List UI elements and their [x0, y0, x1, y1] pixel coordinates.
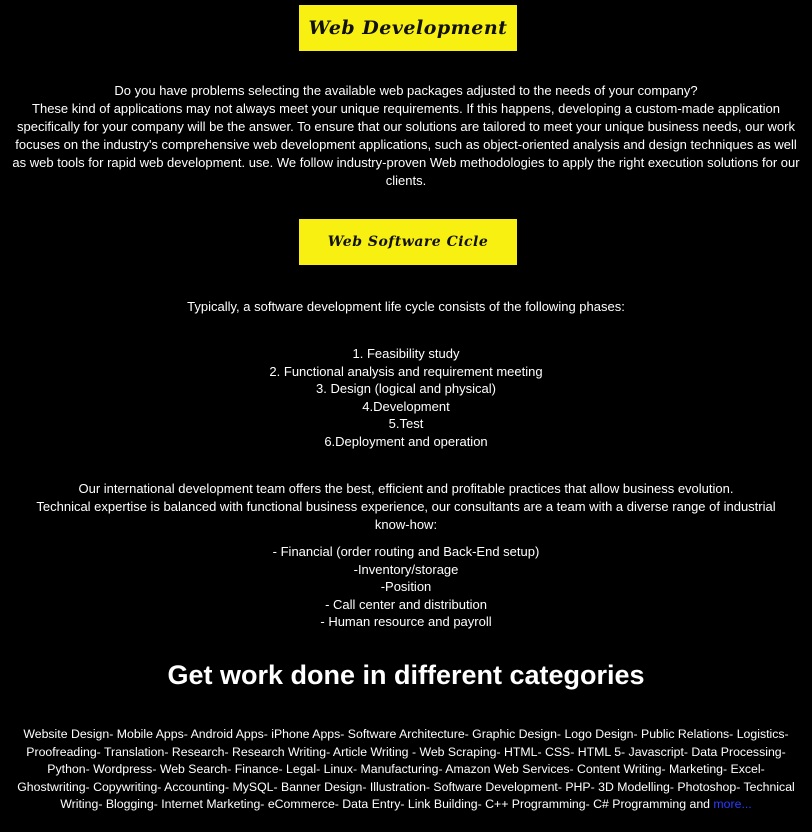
web-software-cicle-banner — [298, 218, 518, 266]
more-link[interactable]: more... — [713, 797, 752, 811]
list-item: - Call center and distribution — [325, 596, 487, 612]
list-item: 4.Development — [362, 398, 450, 414]
categories-heading: Get work done in different categories — [167, 660, 645, 690]
web-software-cicle-title: Web Software Cicle — [327, 234, 489, 250]
intro-line-1: Do you have problems selecting the available web packages adjusted to the needs of your company? — [114, 83, 698, 98]
phase-list — [0, 345, 812, 450]
team-line-2: Technical expertise is balanced with functional business experience, our consultants are a team with a diverse range of industrial know-how: — [36, 499, 776, 532]
team-paragraph — [0, 480, 812, 534]
team-line-1: Our international development team offers the best, efficient and profitable practices that allow business evolution. — [78, 481, 734, 496]
expertise-list — [0, 543, 812, 631]
list-item: 6.Deployment and operation — [324, 433, 488, 449]
categories-list — [0, 726, 812, 814]
list-item: 2. Functional analysis and requirement meeting — [269, 363, 543, 379]
intro-line-2: These kind of applications may not always meet your unique requirements. If this happens, developing a custom-made application specifically for your company will be the answer. To ensure that our solutions are tailored to meet your unique business needs, our work focuses on the industry's comprehensive web development applications, such as object-oriented analysis and design techniques as well as web tools for rapid web development. use. We follow industry-proven Web methodologies to apply the right execution solutions for our clients. — [12, 101, 800, 188]
web-development-banner — [298, 4, 518, 52]
list-item: -Inventory/storage — [353, 561, 459, 577]
cycle-intro: Typically, a software development life cycle consists of the following phases: — [187, 299, 625, 314]
list-item: 3. Design (logical and physical) — [316, 381, 496, 396]
list-item: 5.Test — [388, 416, 424, 431]
list-item: - Financial (order routing and Back-End setup) — [272, 544, 540, 559]
list-item: - Human resource and payroll — [320, 614, 492, 629]
categories-text: Website Design- Mobile Apps- Android Apps- iPhone Apps- Software Architecture- Graphic Design- Logo Design- Public Relations- Logistics- Proofreading- Translation- Research- Research Writing- Article Writing - Web Scraping- HTML- CSS- HTML 5- Javascript- Data Processing- Python- Wordpress- Web Search- Finance- Legal- Linux- Manufacturing- Amazon Web Services- Content Writing- Marketing- Excel- Ghostwriting- Copywriting- Accounting- MySQL- Banner Design- Illustration- Software Development- PHP- 3D Modelling- Photoshop- Technical Writing- Blogging- Internet Marketing- eCommerce- Data Entry- Link Building- C++ Programming- C# Programming and — [17, 727, 795, 811]
intro-paragraph — [0, 82, 812, 190]
list-item: -Position — [380, 579, 432, 594]
list-item: 1. Feasibility study — [352, 346, 460, 361]
web-development-title: Web Development — [308, 17, 508, 39]
